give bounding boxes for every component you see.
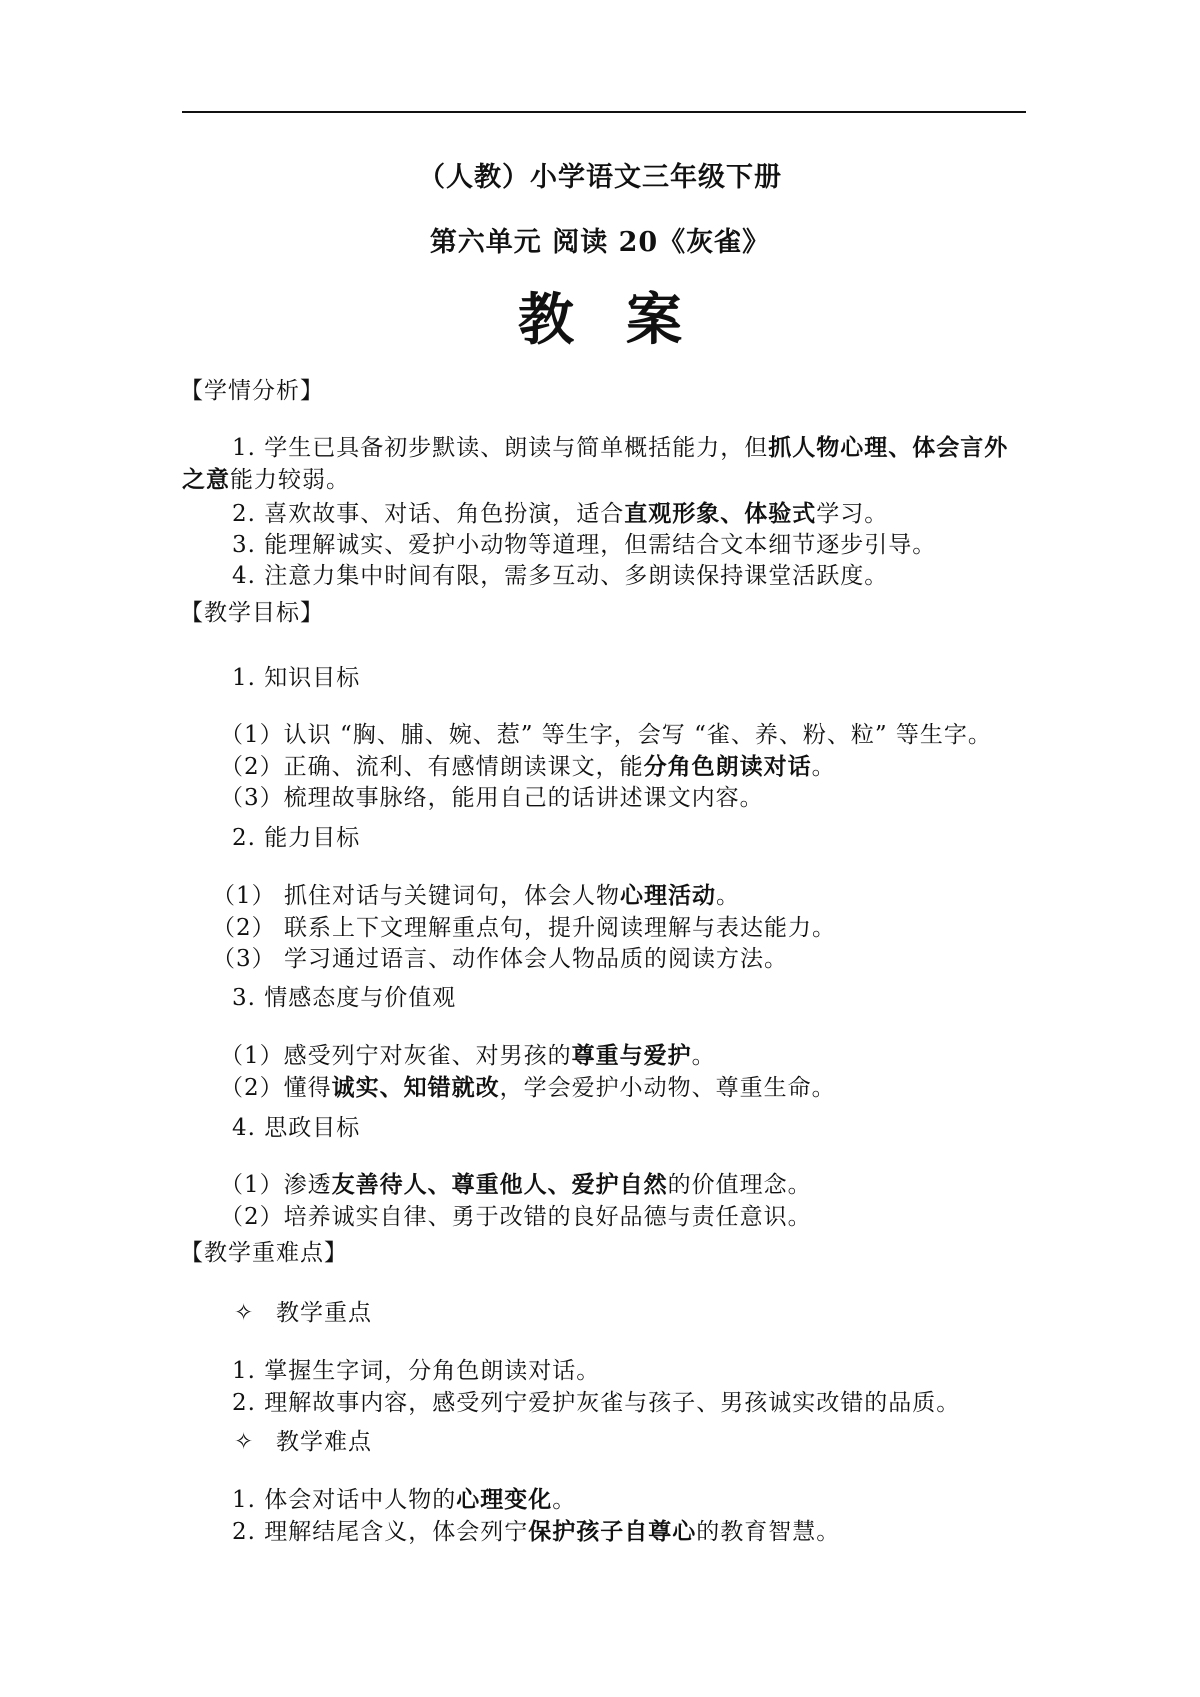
goal-1-item-2: （2）正确、流利、有感情朗读课文，能分角色朗读对话。 bbox=[220, 753, 836, 780]
goal-1-item-1: （1）认识 “胸、脯、婉、惹” 等生字，会写 “雀、养、粉、粒” 等生字。 bbox=[220, 722, 992, 748]
title-big-char-1: 教 bbox=[518, 287, 574, 353]
xueqing-item-2: 2. 喜欢故事、对话、角色扮演，适合直观形象、体验式学习。 bbox=[232, 500, 889, 527]
xueqing-item-4: 4. 注意力集中时间有限，需多互动、多朗读保持课堂活跃度。 bbox=[232, 563, 889, 589]
goal-3-item-1: （1）感受列宁对灰雀、对男孩的尊重与爱护。 bbox=[220, 1042, 716, 1069]
goal-2-item-3: （3） 学习通过语言、动作体会人物品质的阅读方法。 bbox=[212, 946, 788, 972]
goal-3-item-2: （2）懂得诚实、知错就改，学会爱护小动物、尊重生命。 bbox=[220, 1074, 836, 1101]
zhongdian-item-2: 2. 理解故事内容，感受列宁爱护灰雀与孩子、男孩诚实改错的品质。 bbox=[232, 1390, 961, 1416]
goal-4-item-2: （2）培养诚实自律、勇于改错的良好品德与责任意识。 bbox=[220, 1204, 812, 1230]
goal-4-item-1: （1）渗透友善待人、尊重他人、爱护自然的价值理念。 bbox=[220, 1171, 812, 1198]
title-big-char-2: 案 bbox=[626, 287, 682, 353]
nandian-item-2: 2. 理解结尾含义，体会列宁保护孩子自尊心的教育智慧。 bbox=[232, 1518, 841, 1545]
section-heading-mubiao: 【教学目标】 bbox=[180, 600, 324, 626]
title-line-2: 第六单元 阅读 20《灰雀》 bbox=[429, 227, 771, 258]
goal-2-title: 2. 能力目标 bbox=[232, 825, 361, 851]
goal-3-title: 3. 情感态度与价值观 bbox=[232, 985, 457, 1011]
diamond-bullet-icon: ✧ bbox=[234, 1429, 255, 1455]
title-line-1: （人教）小学语文三年级下册 bbox=[418, 162, 782, 193]
diamond-bullet-icon: ✧ bbox=[234, 1300, 255, 1326]
nandian-title: 教学难点 bbox=[276, 1429, 372, 1455]
zhongdian-title: 教学重点 bbox=[276, 1300, 372, 1326]
xueqing-item-1-line-2: 之意能力较弱。 bbox=[182, 466, 350, 493]
section-heading-xueqing: 【学情分析】 bbox=[180, 378, 324, 404]
zhongdian-item-1: 1. 掌握生字词，分角色朗读对话。 bbox=[232, 1358, 601, 1384]
header-rule bbox=[182, 111, 1026, 113]
title-big bbox=[0, 285, 1200, 355]
goal-2-item-2: （2） 联系上下文理解重点句，提升阅读理解与表达能力。 bbox=[212, 915, 836, 941]
goal-4-title: 4. 思政目标 bbox=[232, 1115, 361, 1141]
section-heading-zhongnan: 【教学重难点】 bbox=[180, 1240, 348, 1266]
goal-2-item-1: （1） 抓住对话与关键词句，体会人物心理活动。 bbox=[212, 882, 740, 909]
xueqing-item-3: 3. 能理解诚实、爱护小动物等道理，但需结合文本细节逐步引导。 bbox=[232, 532, 937, 558]
xueqing-item-1-line-1: 1. 学生已具备初步默读、朗读与简单概括能力，但抓人物心理、体会言外 bbox=[232, 434, 1009, 461]
nandian-item-1: 1. 体会对话中人物的心理变化。 bbox=[232, 1486, 577, 1513]
goal-1-item-3: （3）梳理故事脉络，能用自己的话讲述课文内容。 bbox=[220, 785, 764, 811]
goal-1-title: 1. 知识目标 bbox=[232, 665, 361, 691]
